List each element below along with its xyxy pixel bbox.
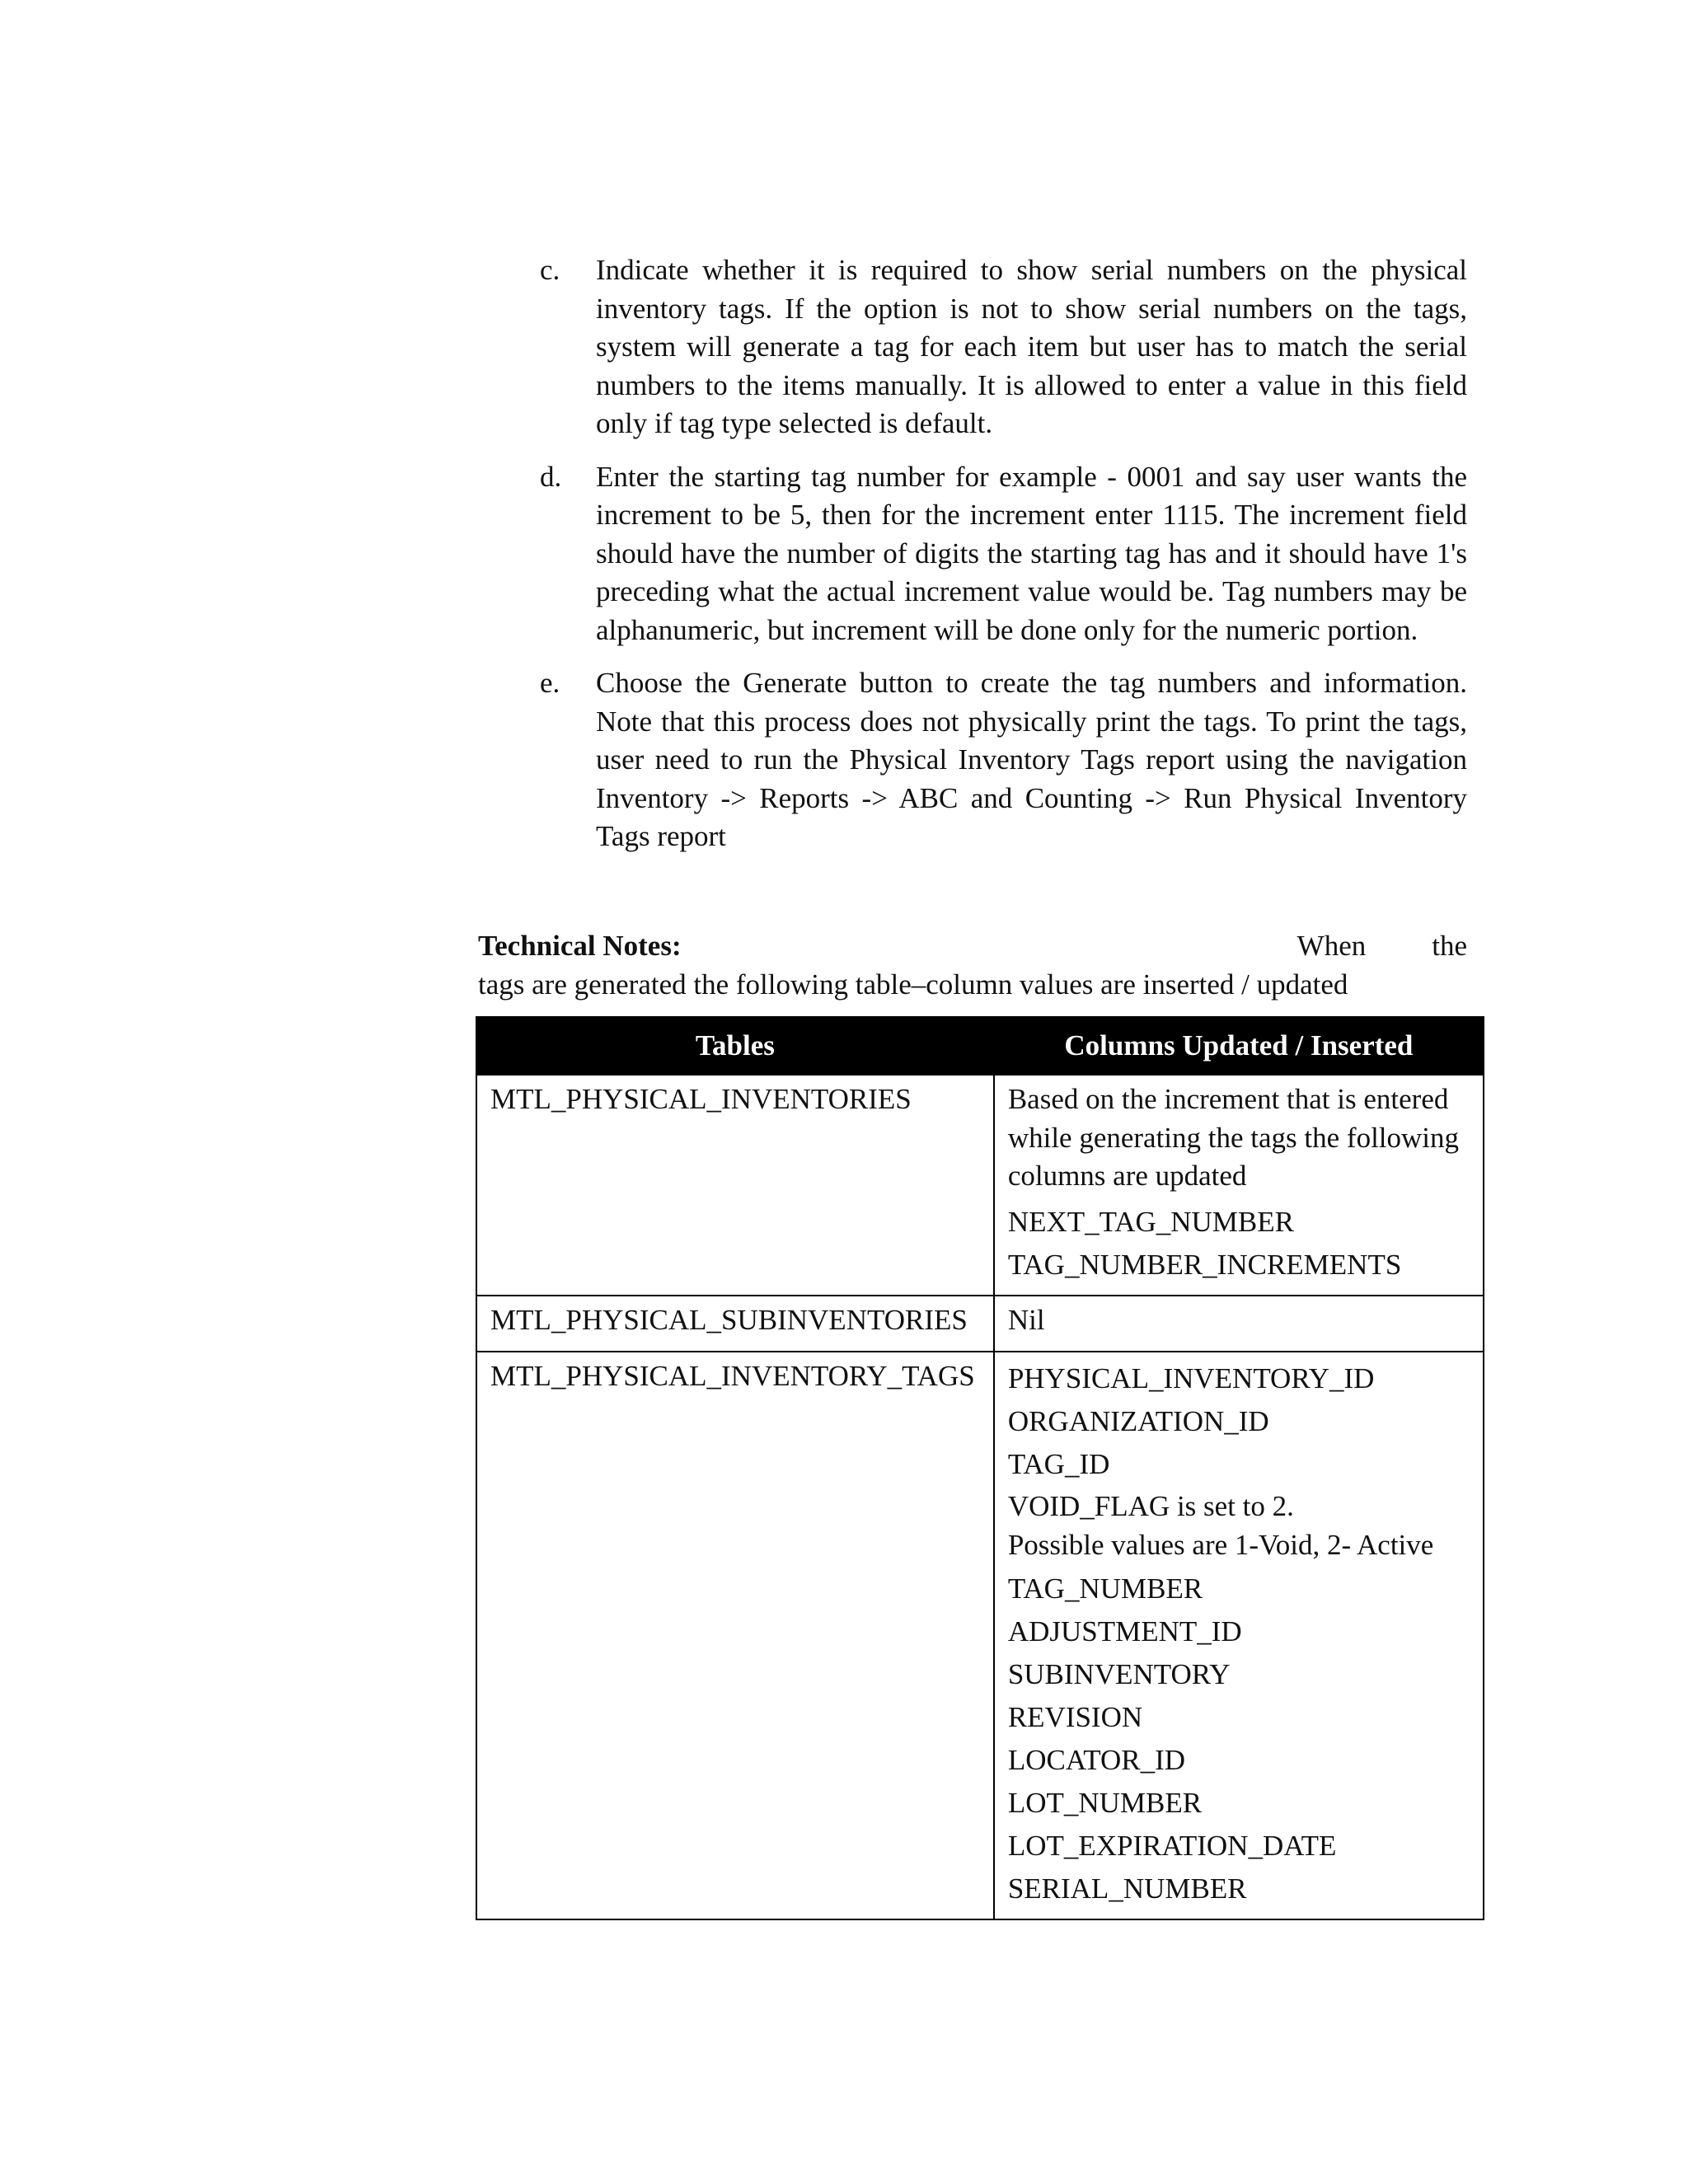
technical-notes-title: Technical Notes:: [478, 930, 682, 962]
column-name: LOT_EXPIRATION_DATE: [1007, 1830, 1337, 1862]
table-row: [476, 1296, 1484, 1352]
list-item: [540, 664, 1467, 856]
column-name: REVISION: [1007, 1701, 1143, 1733]
list-text: Choose the Generate button to create the tag numbers and information. Note that this process does not physically print the tags. To print the tags, user need to run the Physical Inventory Tags report using the navigation Inventory -> Reports -> ABC and Counting -> Run Physical Inventory Tags report: [596, 667, 1467, 852]
list-marker: e.: [540, 667, 560, 699]
columns-cell: [994, 1296, 1484, 1352]
column-name: ADJUSTMENT_ID: [1007, 1615, 1242, 1647]
table-row: [476, 1075, 1484, 1296]
list-text: Enter the starting tag number for example - 0001 and say user wants the increment to be 5, then for the increment enter 1115. The increment field should have the number of digits the starting tag has and it should have 1's preceding what the actual increment value would be. Tag numbers may be alphanumeric, but increment will be done only for the numeric portion.: [596, 460, 1467, 646]
table-row: [476, 1352, 1484, 1919]
column-name: Nil: [1007, 1303, 1045, 1336]
column-name: PHYSICAL_INVENTORY_ID: [1007, 1362, 1375, 1394]
table-name: MTL_PHYSICAL_INVENTORY_TAGS: [490, 1360, 975, 1392]
columns-note: Based on the increment that is entered while generating the tags the following columns are updated: [1007, 1083, 1460, 1192]
column-name: LOCATOR_ID: [1007, 1744, 1186, 1776]
tables-columns-table: [476, 1016, 1484, 1920]
columns-cell: [994, 1352, 1484, 1919]
technical-notes-line-2: tags are generated the following table–column values are inserted / updated: [478, 968, 1348, 1001]
void-flag-note: Possible values are 1-Void, 2- Active: [1007, 1528, 1434, 1561]
list-item: [540, 251, 1467, 443]
word-the: the: [1432, 930, 1467, 962]
void-flag-entry: [1008, 1488, 1471, 1564]
column-name: SUBINVENTORY: [1007, 1658, 1231, 1690]
column-name: LOT_NUMBER: [1007, 1787, 1203, 1819]
table-name-cell: [476, 1075, 994, 1296]
column-name: TAG_NUMBER_INCREMENTS: [1007, 1248, 1402, 1281]
table-name: MTL_PHYSICAL_SUBINVENTORIES: [490, 1303, 968, 1336]
column-name: TAG_ID: [1007, 1448, 1110, 1480]
list-marker: d.: [540, 460, 562, 493]
header-tables: Tables: [476, 1017, 994, 1075]
technical-notes-trailing-words: [1297, 927, 1467, 966]
header-columns-updated: Columns Updated / Inserted: [994, 1017, 1484, 1075]
column-name: NEXT_TAG_NUMBER: [1007, 1205, 1294, 1238]
list-item: [540, 458, 1467, 650]
table-name: MTL_PHYSICAL_INVENTORIES: [490, 1083, 912, 1115]
list-text: Indicate whether it is required to show serial numbers on the physical inventory tags. If the option is not to show serial numbers on the tags, system will generate a tag for each item but user has to match the serial numbers to the items manually. It is allowed to enter a value in this field only if tag type selected is default.: [596, 254, 1467, 439]
word-when: When: [1296, 930, 1367, 962]
column-name: ORGANIZATION_ID: [1007, 1405, 1269, 1437]
technical-notes: [478, 927, 1467, 1004]
columns-cell: [994, 1075, 1484, 1296]
table-name-cell: [476, 1352, 994, 1919]
technical-notes-line-1: [478, 927, 1467, 966]
list-marker: c.: [540, 254, 560, 286]
table-header-row: [476, 1017, 1484, 1075]
void-flag-line: VOID_FLAG is set to 2.: [1007, 1490, 1294, 1522]
table-name-cell: [476, 1296, 994, 1352]
column-name: SERIAL_NUMBER: [1007, 1872, 1247, 1905]
column-name: TAG_NUMBER: [1007, 1572, 1203, 1605]
instruction-list: [540, 251, 1467, 871]
